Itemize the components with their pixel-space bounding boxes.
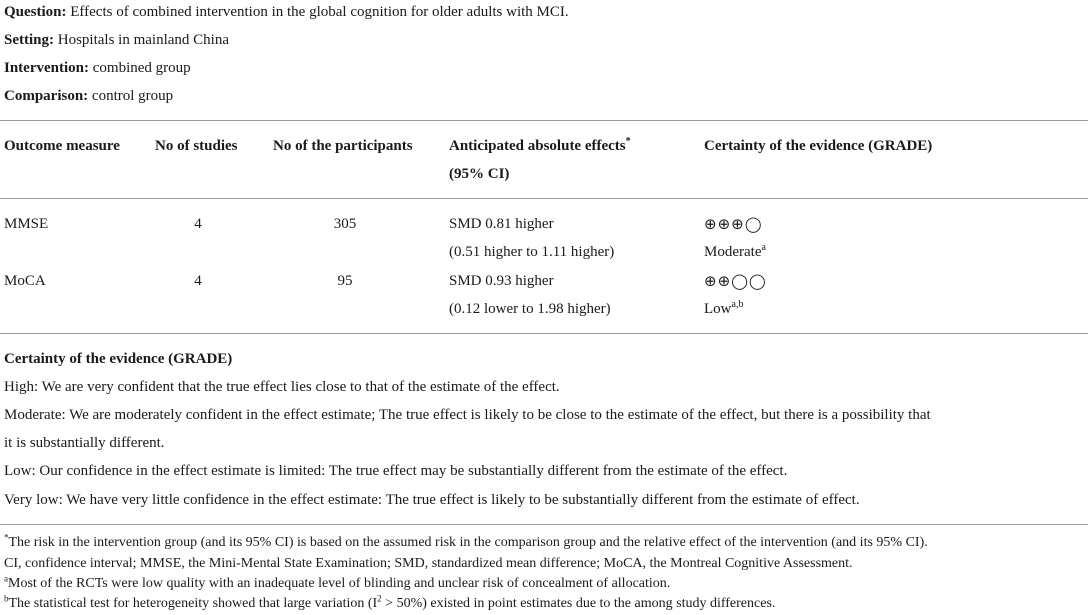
header-outcome: Outcome measure [4,138,120,154]
legend-very-low: Very low: We have very little confidence in the effect estimate: The true effect is likely to be substantially different from the estimate of effect. [4,492,860,508]
header-effects-sup: * [625,136,631,147]
footnote-b [4,595,775,613]
row-mmse-studies: 4 [194,216,202,232]
footnote-a [4,575,670,593]
header-participants: No of the participants [273,138,413,154]
header-effects-label: Anticipated absolute effects [449,138,626,154]
footnote-b-text-2: > 50%) existed in point estimates due to the among study differences. [381,596,776,611]
setting-line [4,30,229,50]
question-label: Question: [4,4,67,20]
footnote-star-text: The risk in the intervention group (and its 95% CI) is based on the assumed risk in the comparison group and the relative effect of the intervention (and its 95% CI). [8,535,928,550]
row-moca-participants: 95 [337,273,353,289]
question-text: Effects of combined intervention in the global cognition for older adults with MCI. [70,4,569,20]
comparison-label: Comparison: [4,88,89,104]
intervention-line [4,58,191,78]
row-moca-grade-sup: a,b [731,299,744,310]
footnote-a-text: Most of the RCTs were low quality with an inadequate level of blinding and unclear risk of concealment of allocation. [8,576,671,591]
comparison-text: control group [91,88,174,104]
header-effects [449,136,631,156]
row-moca-effect-1: SMD 0.93 higher [449,273,554,289]
header-bottom-rule [0,198,1088,199]
setting-label: Setting: [4,32,54,48]
header-studies: No of studies [155,138,238,154]
row-moca-grade-symbols: ⊕⊕◯◯ [704,272,767,290]
row-moca-grade-label: Low [704,301,732,317]
row-mmse-effect-2: (0.51 higher to 1.11 higher) [449,244,615,260]
row-mmse-grade-sup: a [761,242,766,253]
table-top-rule [0,120,1088,121]
footnote-star-sup: * [4,532,9,543]
row-mmse-grade-symbols: ⊕⊕⊕◯ [704,215,763,233]
legend-high: High: We are very confident that the true effect lies close to that of the estimate of the effect. [4,379,560,395]
row-mmse-grade [704,242,766,262]
footnote-b-text-1: The statistical test for heterogeneity showed that large variation (I [8,596,378,611]
footnote-abbreviations: CI, confidence interval; MMSE, the Mini-Mental State Examination; SMD, standardized mean difference; MoCA, the Montreal Cognitive Assessment. [4,556,853,571]
footnote-star [4,534,928,552]
footnote-b-text-sup: 2 [377,593,382,604]
row-mmse-participants: 305 [333,216,357,232]
row-mmse-grade-label: Moderate [704,244,762,260]
footnote-b-sup: b [4,593,9,604]
legend-moderate-2: it is substantially different. [4,435,165,451]
comparison-line [4,86,173,106]
table-bottom-rule [0,333,1088,334]
row-moca-outcome: MoCA [4,273,46,289]
header-certainty: Certainty of the evidence (GRADE) [704,138,933,154]
setting-text: Hospitals in mainland China [57,32,229,48]
intervention-text: combined group [92,60,191,76]
footnote-rule [0,524,1088,525]
row-mmse-outcome: MMSE [4,216,49,232]
row-moca-grade [704,299,743,319]
row-moca-studies: 4 [194,273,202,289]
intervention-label: Intervention: [4,60,89,76]
footnote-a-sup: a [4,573,8,584]
question-line [4,2,569,22]
legend-title: Certainty of the evidence (GRADE) [4,351,233,367]
legend-low: Low: Our confidence in the effect estimate is limited: The true effect may be substantially different from the estimate of the effect. [4,463,788,479]
legend-moderate-1: Moderate: We are moderately confident in the effect estimate; The true effect is likely to be close to the estimate of the effect, but there is a possibility that [4,407,931,423]
header-effects-ci: (95% CI) [449,166,510,182]
row-mmse-effect-1: SMD 0.81 higher [449,216,554,232]
row-moca-effect-2: (0.12 lower to 1.98 higher) [449,301,611,317]
